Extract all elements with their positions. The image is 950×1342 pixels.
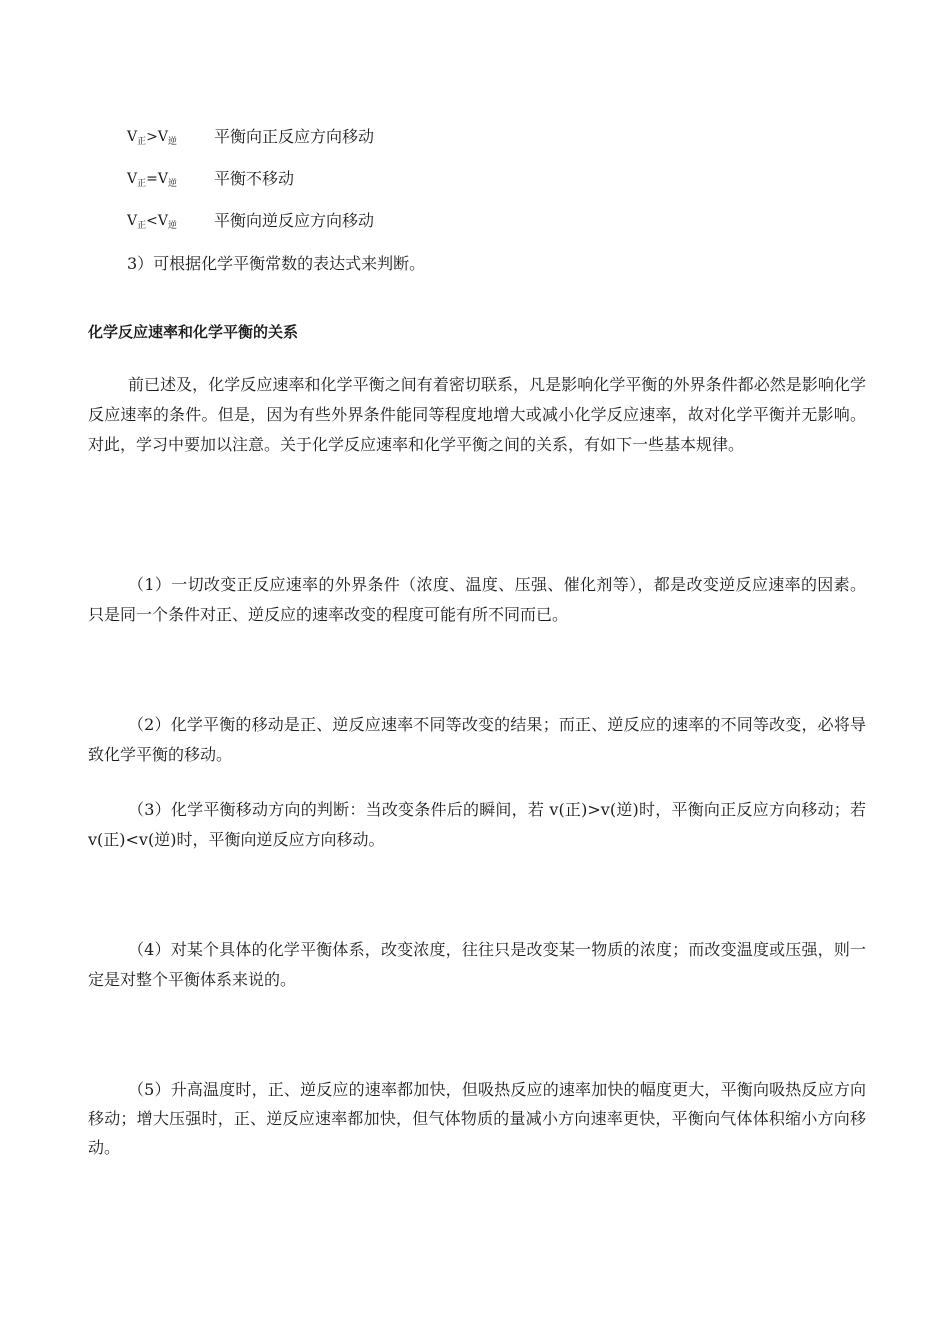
velocity-symbol: V bbox=[157, 213, 168, 229]
subscript-reverse: 逆 bbox=[168, 179, 178, 189]
rule-result-reverse: 平衡向逆反应方向移动 bbox=[214, 211, 375, 230]
subscript-reverse: 逆 bbox=[168, 137, 178, 147]
point-5-paragraph: （5）升高温度时，正、逆反应的速率都加快，但吸热反应的速率加快的幅度更大，平衡向吸热反应方向移动；增大压强时，正、逆反应速率都加快，但气体物质的量减小方向速率更快，平衡向气体体积缩小方向移动。 bbox=[88, 1080, 866, 1157]
rule-result-equal: 平衡不移动 bbox=[214, 169, 295, 188]
velocity-symbol: V bbox=[127, 129, 138, 145]
comparison-operator: < bbox=[146, 213, 158, 229]
subscript-forward: 正 bbox=[137, 179, 147, 189]
rule-condition-forward bbox=[127, 127, 177, 152]
subscript-forward: 正 bbox=[137, 137, 147, 147]
point-1-paragraph: （1）一切改变正反应速率的外界条件（浓度、温度、压强、催化剂等），都是改变逆反应速率的因素。只是同一个条件对正、逆反应的速率改变的程度可能有所不同而已。 bbox=[88, 575, 866, 624]
subscript-reverse: 逆 bbox=[168, 221, 178, 231]
subscript-forward: 正 bbox=[137, 221, 147, 231]
intro-paragraph: 前已述及，化学反应速率和化学平衡之间有着密切联系，凡是影响化学平衡的外界条件都必然是影响化学反应速率的条件。但是，因为有些外界条件能同等程度地增大或减小化学反应速率，故对化学平衡并无影响。对此，学习中要加以注意。关于化学反应速率和化学平衡之间的关系，有如下一些基本规律。 bbox=[88, 375, 866, 454]
rule-condition-equal bbox=[127, 169, 177, 194]
velocity-symbol: V bbox=[127, 213, 138, 229]
velocity-symbol: V bbox=[127, 171, 138, 187]
point-2-paragraph: （2）化学平衡的移动是正、逆反应速率不同等改变的结果；而正、逆反应的速率的不同等改变，必将导致化学平衡的移动。 bbox=[88, 715, 866, 764]
rule-condition-reverse bbox=[127, 211, 177, 236]
velocity-symbol: V bbox=[157, 129, 168, 145]
rule-result-forward: 平衡向正反应方向移动 bbox=[214, 127, 375, 146]
point-3-paragraph: （3）化学平衡移动方向的判断：当改变条件后的瞬间，若 v(正)>v(逆)时，平衡向正反应方向移动；若 v(正)<v(逆)时，平衡向逆反应方向移动。 bbox=[88, 800, 866, 849]
velocity-symbol: V bbox=[157, 171, 168, 187]
comparison-operator: = bbox=[146, 171, 158, 187]
point-4-paragraph: （4）对某个具体的化学平衡体系，改变浓度，往往只是改变某一物质的浓度；而改变温度或压强，则一定是对整个平衡体系来说的。 bbox=[88, 940, 866, 989]
note-equilibrium-constant: 3）可根据化学平衡常数的表达式来判断。 bbox=[127, 254, 426, 273]
section-heading: 化学反应速率和化学平衡的关系 bbox=[88, 323, 299, 341]
comparison-operator: > bbox=[146, 129, 158, 145]
